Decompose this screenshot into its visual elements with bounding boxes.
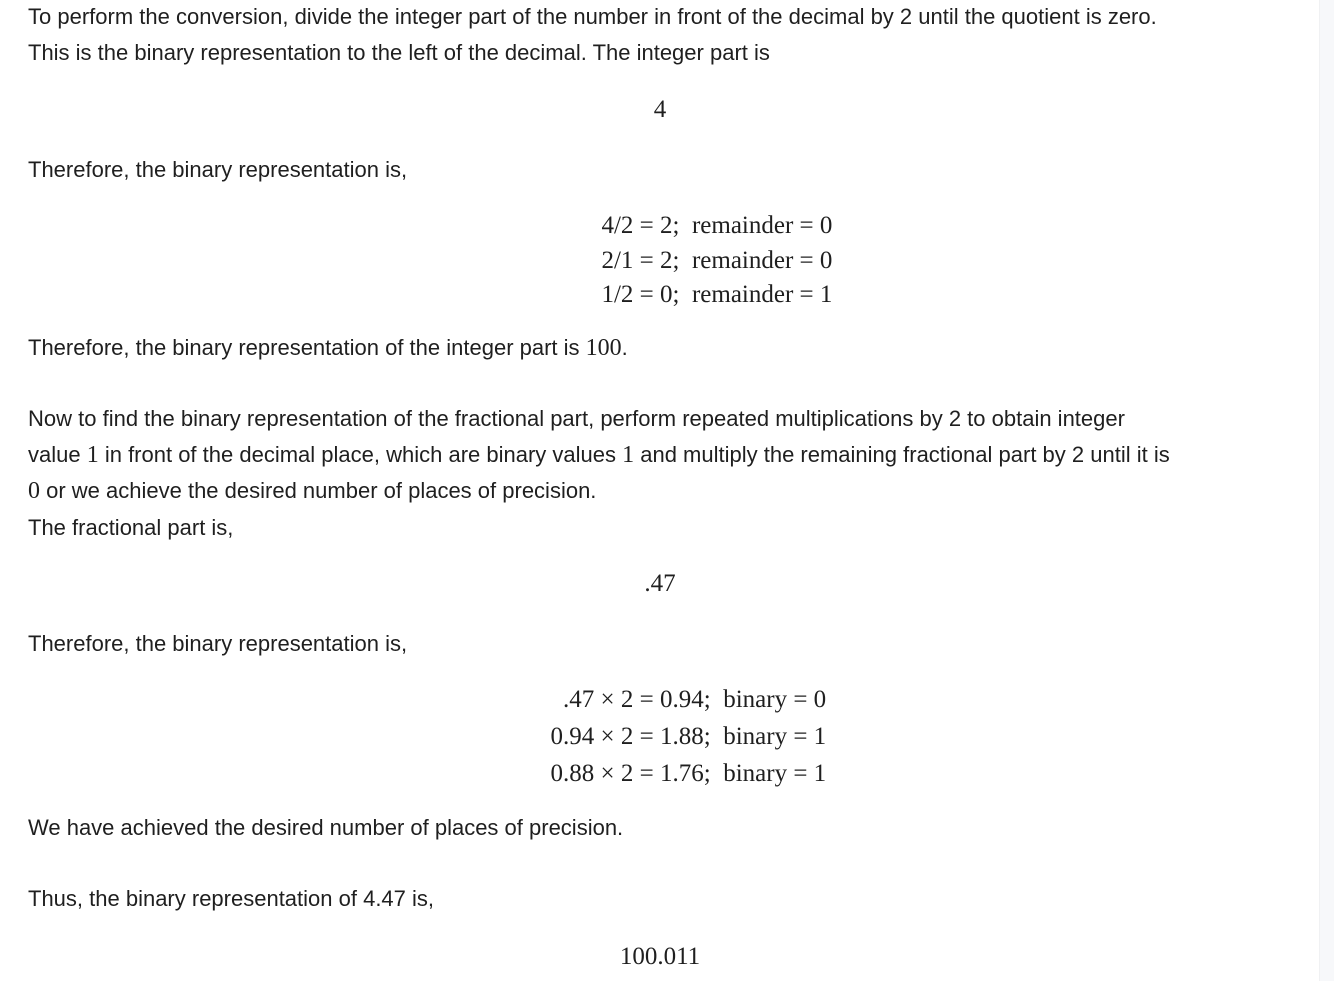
equation-lhs: 1/2 =	[601, 281, 660, 308]
final-answer: 100.011	[619, 943, 701, 970]
equation-rhs: 1.76; binary = 1	[660, 760, 827, 787]
equation-lhs: 0.88 × 2 =	[550, 760, 660, 787]
equation-lhs: .47 × 2 =	[563, 686, 660, 713]
fraction-binary-intro: Therefore, the binary representation is,	[28, 631, 408, 656]
fraction-intro-number: 1	[86, 441, 99, 468]
integer-binary-intro: Therefore, the binary representation is,	[28, 157, 408, 182]
equation-rhs: 0; remainder = 1	[660, 281, 833, 308]
fractional-part-value: .47	[644, 570, 676, 597]
fraction-intro-text: value	[28, 441, 87, 467]
scrollbar[interactable]	[1319, 0, 1334, 981]
intro-paragraph	[28, 0, 1290, 70]
equation-rhs: 2; remainder = 0	[660, 246, 833, 274]
integer-part-value: 4	[653, 96, 667, 123]
integer-result-end: .	[621, 335, 628, 360]
equation-row	[530, 244, 833, 279]
intro-line-2: This is the binary representation to the left of the decimal. The integer part is	[28, 39, 770, 65]
equation-row	[508, 755, 827, 792]
equation-row	[530, 209, 833, 244]
integer-result-value: 100	[585, 335, 622, 361]
fraction-multiplication-steps	[0, 681, 1320, 792]
equation-lhs: 0.94 × 2 =	[550, 723, 660, 750]
fraction-intro-number: 0	[28, 478, 40, 504]
integer-division-steps	[0, 209, 1320, 313]
fraction-intro-number: 1	[622, 441, 635, 468]
precision-note: We have achieved the desired number of places of precision.	[28, 815, 624, 840]
equation-rhs: 1.88; binary = 1	[660, 723, 827, 750]
fraction-intro-text: in front of the decimal place, which are binary values	[98, 441, 623, 467]
fraction-intro-text: and multiply the remaining fractional part by 2 until it is	[634, 441, 1170, 467]
fraction-intro-line-1: Now to find the binary representation of the fractional part, perform repeated multiplications by 2 to obtain integer	[28, 406, 1125, 431]
integer-result-text: Therefore, the binary representation of the integer part is	[28, 335, 586, 360]
equation-row	[508, 718, 827, 755]
integer-result	[28, 330, 1290, 367]
equation-rhs: 2; remainder = 0	[660, 212, 833, 239]
fraction-intro-line-4: The fractional part is,	[28, 514, 234, 540]
fraction-intro-text: or we achieve the desired number of places of precision.	[40, 478, 597, 503]
equation-row	[530, 278, 833, 313]
equation-lhs: 4/2 =	[601, 212, 660, 239]
equation-row	[508, 681, 827, 718]
final-intro: Thus, the binary representation of 4.47 is,	[28, 886, 435, 911]
fraction-intro-paragraph	[28, 401, 1290, 545]
equation-rhs: 0.94; binary = 0	[660, 686, 827, 713]
equation-lhs: 2/1 =	[601, 246, 660, 274]
intro-line-1: To perform the conversion, divide the integer part of the number in front of the decimal by 2 until the quotient is zero.	[28, 4, 1157, 29]
